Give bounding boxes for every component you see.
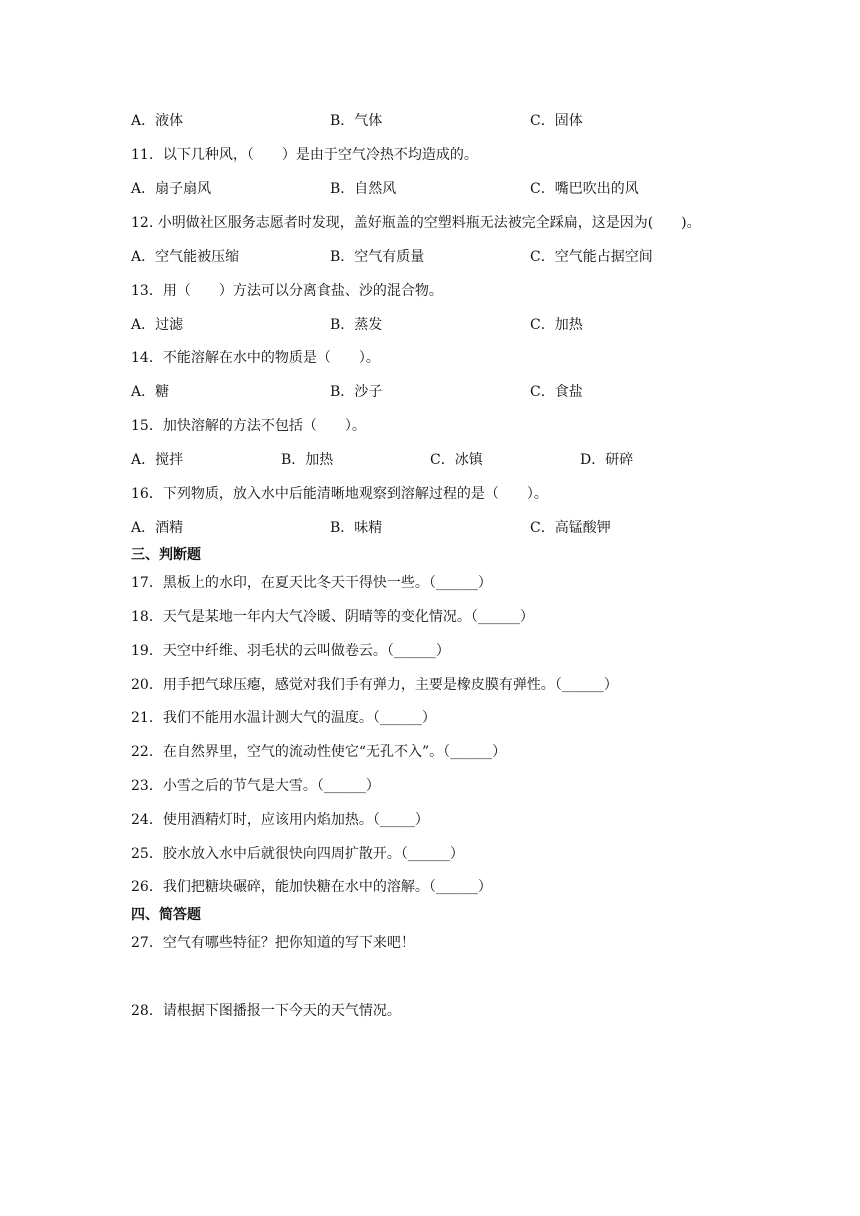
- q15-question: 15．加快溶解的方法不包括（ ）。: [131, 418, 366, 434]
- q19-item: 19．天空中纤维、羽毛状的云叫做卷云。（______）: [131, 643, 450, 659]
- q22-item: 22．在自然界里，空气的流动性使它“无孔不入”。（______）: [131, 744, 507, 760]
- section-short-answer-heading: 四、简答题: [131, 907, 201, 923]
- q23-item: 23．小雪之后的节气是大雪。（______）: [131, 778, 380, 794]
- q10-option-c: C．固体: [530, 113, 583, 129]
- q15-option-a: A．搅拌: [131, 452, 184, 468]
- q10-option-b: B．气体: [330, 113, 383, 129]
- q28-item: 28．请根据下图播报一下今天的天气情况。: [131, 1003, 401, 1019]
- q21-item: 21．我们不能用水温计测大气的温度。（______）: [131, 710, 436, 726]
- q18-item: 18．天气是某地一年内大气冷暖、阴晴等的变化情况。（______）: [131, 609, 534, 625]
- q26-item: 26．我们把糖块碾碎，能加快糖在水中的溶解。（______）: [131, 879, 492, 895]
- q14-question: 14．不能溶解在水中的物质是（ ）。: [131, 350, 380, 366]
- q16-option-b: B．味精: [330, 520, 383, 536]
- q20-item: 20．用手把气球压瘪，感觉对我们手有弹力，主要是橡皮膜有弹性。（______）: [131, 677, 618, 693]
- q11-option-b: B．自然风: [330, 181, 397, 197]
- q15-option-c: C．冰镇: [430, 452, 483, 468]
- q14-option-a: A．糖: [131, 384, 170, 400]
- q16-option-c: C．高锰酸钾: [530, 520, 611, 536]
- q12-option-b: B．空气有质量: [330, 249, 425, 265]
- q16-option-a: A．酒精: [131, 520, 184, 536]
- q13-option-b: B．蒸发: [330, 317, 383, 333]
- q10-option-a: A．液体: [131, 113, 184, 129]
- q24-item: 24．使用酒精灯时，应该用内焰加热。（_____）: [131, 812, 429, 828]
- q11-option-c: C．嘴巴吹出的风: [530, 181, 639, 197]
- q12-question: 12. 小明做社区服务志愿者时发现，盖好瓶盖的空塑料瓶无法被完全踩扁，这是因为( )。: [131, 215, 701, 231]
- q12-option-a: A．空气能被压缩: [131, 249, 240, 265]
- q16-question: 16．下列物质，放入水中后能清晰地观察到溶解过程的是（ ）。: [131, 486, 548, 502]
- section-true-false-heading: 三、判断题: [131, 547, 201, 563]
- q11-option-a: A．扇子扇风: [131, 181, 212, 197]
- q15-option-d: D．研碎: [580, 452, 634, 468]
- q25-item: 25．胶水放入水中后就很快向四周扩散开。（______）: [131, 846, 464, 862]
- q13-option-c: C．加热: [530, 317, 583, 333]
- q14-option-b: B．沙子: [330, 384, 383, 400]
- q15-option-b: B．加热: [281, 452, 334, 468]
- q13-option-a: A．过滤: [131, 317, 184, 333]
- q11-question: 11．以下几种风，（ ）是由于空气冷热不均造成的。: [131, 147, 478, 163]
- q27-item: 27．空气有哪些特征？把你知道的写下来吧！: [131, 935, 415, 951]
- q12-option-c: C．空气能占据空间: [530, 249, 653, 265]
- q13-question: 13．用（ ）方法可以分离食盐、沙的混合物。: [131, 283, 443, 299]
- q17-item: 17．黑板上的水印，在夏天比冬天干得快一些。（______）: [131, 575, 492, 591]
- q14-option-c: C．食盐: [530, 384, 583, 400]
